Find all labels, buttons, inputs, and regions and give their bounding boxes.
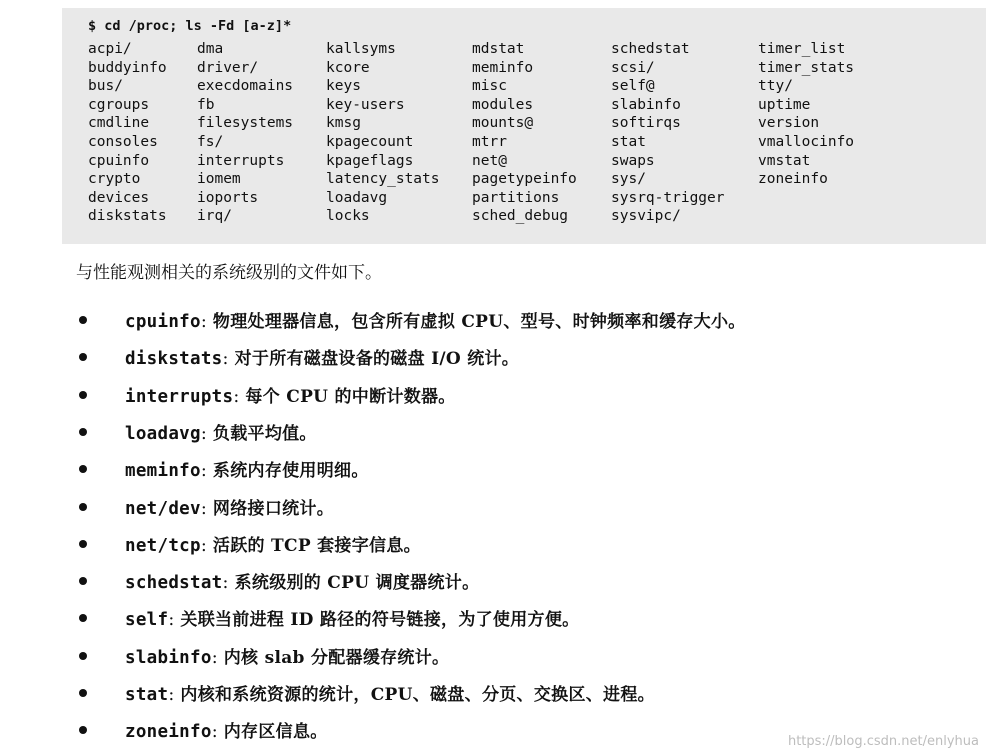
file-entry: devices xyxy=(88,189,150,206)
item-colon: : xyxy=(222,573,235,594)
intro-text: 与性能观测相关的系统级别的文件如下。 xyxy=(76,263,382,283)
item-line xyxy=(125,605,579,630)
item-colon: : xyxy=(200,535,213,556)
bullet-icon xyxy=(79,391,87,399)
file-entry: bus/ xyxy=(88,78,123,95)
file-entry: scsi/ xyxy=(611,59,655,76)
file-entry: irq/ xyxy=(197,208,232,225)
list-item xyxy=(0,419,999,449)
terminal-command: $ cd /proc; ls -Fd [a-z]* xyxy=(88,18,292,34)
item-colon: : xyxy=(233,386,246,407)
file-entry: kcore xyxy=(326,59,370,76)
file-entry: swaps xyxy=(611,152,655,169)
terminal-listing xyxy=(62,8,986,244)
file-entry: kpagecount xyxy=(326,133,414,150)
file-entry xyxy=(758,207,908,226)
list-item xyxy=(0,456,999,486)
item-description: 网络接口统计。 xyxy=(212,498,335,519)
file-entry: pagetypeinfo xyxy=(472,171,577,188)
item-term: diskstats xyxy=(125,349,223,370)
item-colon: : xyxy=(168,610,181,631)
file-entry: uptime xyxy=(758,96,811,113)
file-entry: mdstat xyxy=(472,41,525,57)
file-entry: sched_debug xyxy=(472,208,569,225)
item-colon: : xyxy=(168,685,181,705)
item-colon: : xyxy=(211,647,224,668)
item-line xyxy=(125,643,449,668)
file-entry: version xyxy=(758,115,820,132)
item-line xyxy=(125,568,479,593)
file-entry: sysvipc/ xyxy=(611,208,681,225)
file-entry: self@ xyxy=(611,78,655,95)
file-entry: keys xyxy=(326,78,361,95)
item-line xyxy=(125,531,421,556)
file-entry: locks xyxy=(326,208,370,225)
item-term: self xyxy=(125,610,169,631)
item-term: schedstat xyxy=(125,573,223,594)
file-entry: fb xyxy=(197,96,215,113)
bullet-icon xyxy=(79,614,87,622)
item-colon: : xyxy=(200,312,213,332)
item-description: 系统级别的 CPU 调度器统计。 xyxy=(234,573,480,594)
item-description: 对于所有磁盘设备的磁盘 I/O 统计。 xyxy=(234,349,520,370)
item-term: net/dev xyxy=(125,498,201,519)
file-entry: latency_stats xyxy=(326,171,440,188)
item-colon: : xyxy=(222,349,235,370)
item-term: zoneinfo xyxy=(125,722,212,743)
item-description: 物理处理器信息，包含所有虚拟 CPU、型号、时钟频率和缓存大小。 xyxy=(212,312,746,332)
item-line xyxy=(125,307,746,332)
file-entry: dma xyxy=(197,41,224,57)
file-entry: diskstats xyxy=(88,208,167,225)
file-entry: key-users xyxy=(326,96,405,113)
item-line xyxy=(125,717,328,742)
file-entry: buddyinfo xyxy=(88,59,167,76)
bullet-icon xyxy=(79,652,87,660)
file-entry: execdomains xyxy=(197,78,294,95)
item-description: 每个 CPU 的中断计数器。 xyxy=(245,386,456,407)
bullet-icon xyxy=(79,465,87,473)
bullet-icon xyxy=(79,503,87,511)
file-entry: sysrq-trigger xyxy=(611,189,725,206)
file-entry: ioports xyxy=(197,189,259,206)
bullet-icon xyxy=(79,726,87,734)
file-entry: partitions xyxy=(472,189,560,206)
file-entry: mtrr xyxy=(472,133,507,150)
item-description: 内核和系统资源的统计，CPU、磁盘、分页、交换区、进程。 xyxy=(180,685,655,705)
bullet-icon xyxy=(79,353,87,361)
item-colon: : xyxy=(200,423,213,444)
item-colon: : xyxy=(200,461,213,482)
file-entry: acpi/ xyxy=(88,41,132,57)
file-entry: interrupts xyxy=(197,152,285,169)
file-entry: cgroups xyxy=(88,96,150,113)
item-colon: : xyxy=(200,498,213,519)
item-line xyxy=(125,344,519,369)
bullet-icon xyxy=(79,316,87,324)
item-term: net/tcp xyxy=(125,535,201,556)
list-item xyxy=(0,643,999,673)
file-entry: consoles xyxy=(88,133,158,150)
bullet-icon xyxy=(79,577,87,585)
watermark: https://blog.csdn.net/enlyhua xyxy=(787,734,979,749)
item-line xyxy=(125,419,317,444)
file-entry: stat xyxy=(611,133,646,150)
file-entry: cpuinfo xyxy=(88,152,150,169)
file-entry: kallsyms xyxy=(326,41,396,57)
file-entry: misc xyxy=(472,78,507,95)
file-entry: schedstat xyxy=(611,41,690,57)
list-item xyxy=(0,494,999,524)
file-entry: vmstat xyxy=(758,152,811,169)
item-term: loadavg xyxy=(125,423,201,444)
list-item xyxy=(0,680,999,710)
file-entry: iomem xyxy=(197,171,241,188)
bullet-icon xyxy=(79,428,87,436)
file-entry: crypto xyxy=(88,171,141,188)
file-entry xyxy=(758,189,908,208)
item-colon: : xyxy=(211,722,224,743)
item-description: 关联当前进程 ID 路径的符号链接，为了使用方便。 xyxy=(180,610,580,631)
file-entry: filesystems xyxy=(197,115,294,132)
list-item xyxy=(0,344,999,374)
list-item xyxy=(0,531,999,561)
file-entry: kpageflags xyxy=(326,152,414,169)
item-line xyxy=(125,456,369,481)
file-entry: fs/ xyxy=(197,133,224,150)
item-description: 内存区信息。 xyxy=(223,722,328,743)
item-description: 负载平均值。 xyxy=(212,423,317,444)
file-entry: driver/ xyxy=(197,59,259,76)
list-item xyxy=(0,307,999,337)
item-description: 系统内存使用明细。 xyxy=(212,461,369,482)
item-term: stat xyxy=(125,685,169,705)
file-entry: tty/ xyxy=(758,78,793,95)
file-entry: mounts@ xyxy=(472,115,534,132)
item-description: 内核 slab 分配器缓存统计。 xyxy=(223,647,450,668)
file-entry: timer_list xyxy=(758,41,846,57)
file-grid xyxy=(88,40,908,226)
item-line xyxy=(125,494,334,519)
item-term: cpuinfo xyxy=(125,312,201,332)
file-entry: cmdline xyxy=(88,115,150,132)
item-term: slabinfo xyxy=(125,647,212,668)
file-entry: net@ xyxy=(472,152,507,169)
file-entry: zoneinfo xyxy=(758,171,828,188)
item-description: 活跃的 TCP 套接字信息。 xyxy=(212,535,421,556)
file-entry: loadavg xyxy=(326,189,388,206)
file-entry: softirqs xyxy=(611,115,681,132)
file-entry: sys/ xyxy=(611,171,646,188)
list-item xyxy=(0,568,999,598)
file-entry: meminfo xyxy=(472,59,534,76)
bullet-icon xyxy=(79,540,87,548)
file-entry: kmsg xyxy=(326,115,361,132)
list-item xyxy=(0,605,999,635)
item-line xyxy=(125,680,655,705)
item-line xyxy=(125,382,456,407)
file-entry: slabinfo xyxy=(611,96,681,113)
item-term: interrupts xyxy=(125,386,234,407)
file-entry: timer_stats xyxy=(758,59,855,76)
bullet-icon xyxy=(79,689,87,697)
file-entry: modules xyxy=(472,96,534,113)
item-term: meminfo xyxy=(125,461,201,482)
file-entry: vmallocinfo xyxy=(758,133,855,150)
list-item xyxy=(0,382,999,412)
